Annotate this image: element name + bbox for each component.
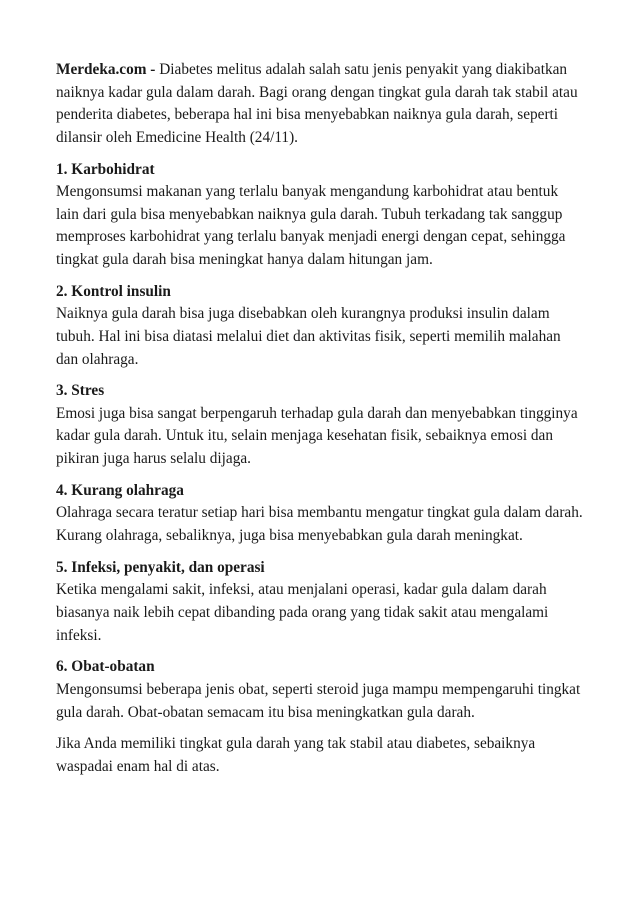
- section-kurang-olahraga: [56, 480, 584, 548]
- section-infeksi: [56, 557, 584, 647]
- section-heading: 1. Karbohidrat: [56, 160, 155, 178]
- section-heading: 4. Kurang olahraga: [56, 481, 184, 499]
- section-heading: 2. Kontrol insulin: [56, 282, 171, 300]
- section-text: Olahraga secara teratur setiap hari bisa membantu mengatur tingkat gula dalam darah. Kurang olahraga, sebaliknya, juga bisa menyebabkan gula darah meningkat.: [56, 504, 583, 545]
- section-stres: [56, 380, 584, 470]
- section-heading: 3. Stres: [56, 382, 105, 400]
- section-heading: 6. Obat-obatan: [56, 658, 155, 676]
- section-text: Naiknya gula darah bisa juga disebabkan oleh kurangnya produksi insulin dalam tubuh. Hal ini bisa diatasi melalui diet dan aktivitas fisik, seperti memilih malahan dan olahraga.: [56, 305, 561, 368]
- section-text: Ketika mengalami sakit, infeksi, atau menjalani operasi, kadar gula dalam darah biasanya naik lebih cepat dibanding pada orang yang tidak sakit atau mengalami infeksi.: [56, 581, 549, 644]
- intro-text: Diabetes melitus adalah salah satu jenis penyakit yang diakibatkan naiknya kadar gula dalam darah. Bagi orang dengan tingkat gula darah tak stabil atau penderita diabetes, beberapa hal ini bisa menyebabkan naiknya gula darah, seperti dilansir oleh Emedicine Health (24/11).: [56, 61, 578, 146]
- section-heading: 5. Infeksi, penyakit, dan operasi: [56, 558, 265, 576]
- closing-paragraph: [56, 733, 584, 778]
- section-karbohidrat: [56, 159, 584, 272]
- section-kontrol-insulin: [56, 281, 584, 371]
- intro-lead: Merdeka.com -: [56, 61, 156, 78]
- closing-text: Jika Anda memiliki tingkat gula darah yang tak stabil atau diabetes, sebaiknya waspadai enam hal di atas.: [56, 735, 536, 775]
- document-page: [56, 59, 584, 788]
- intro-paragraph: [56, 59, 584, 149]
- section-text: Mengonsumsi makanan yang terlalu banyak mengandung karbohidrat atau bentuk lain dari gula bisa menyebabkan naiknya gula darah. Tubuh terkadang tak sanggup memproses karbohidrat yang terlalu banyak menjadi energi dengan cepat, sehingga tingkat gula darah bisa meningkat hanya dalam hitungan jam.: [56, 183, 566, 268]
- section-text: Mengonsumsi beberapa jenis obat, seperti steroid juga mampu mempengaruhi tingkat gula darah. Obat-obatan semacam itu bisa meningkatkan gula darah.: [56, 680, 581, 721]
- section-text: Emosi juga bisa sangat berpengaruh terhadap gula darah dan menyebabkan tingginya kadar gula darah. Untuk itu, selain menjaga kesehatan fisik, sebaiknya emosi dan pikiran juga harus selalu dijaga.: [56, 404, 578, 468]
- section-obat-obatan: [56, 656, 584, 724]
